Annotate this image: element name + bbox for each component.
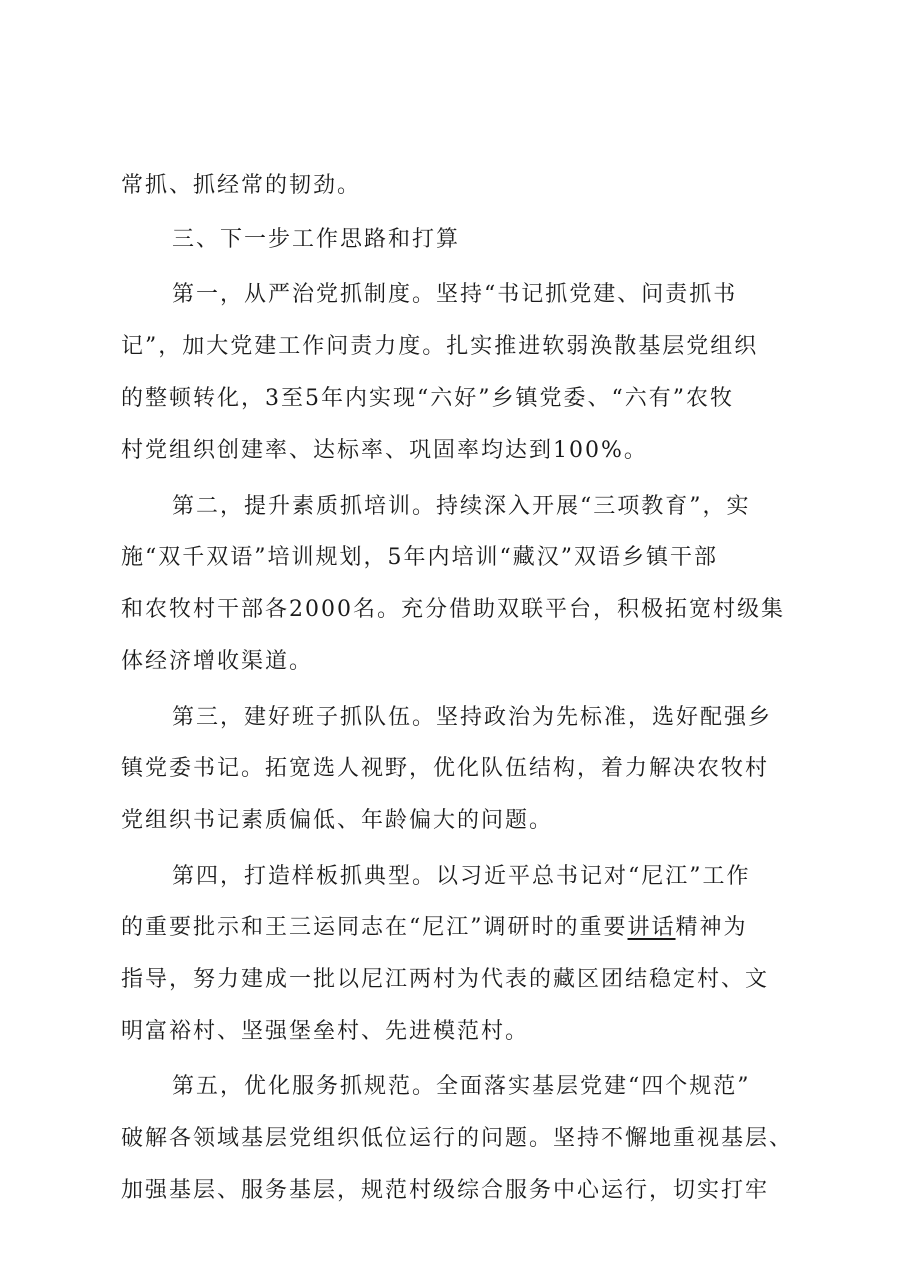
paragraph-line: 加强基层、服务基层，规范村级综合服务中心运行，切实打牢 [121,1178,770,1203]
paragraph-line: 记”，加大党建工作问责力度。扎实推进软弱涣散基层党组织 [121,334,759,359]
paragraph-line: 指导，努力建成一批以尼江两村为代表的藏区团结稳定村、文 [121,967,770,992]
paragraph-line: 第五，优化服务抓规范。全面落实基层党建“四个规范” [172,1074,751,1099]
paragraph-line: 村党组织创建率、达标率、巩固率均达到100%。 [121,438,648,463]
paragraph-line: 和农牧村干部各2000名。充分借助双联平台，积极拓宽村级集 [121,597,785,622]
paragraph-line-with-link [121,907,748,949]
paragraph-line: 破解各领域基层党组织低位运行的问题。坚持不懈地重视基层、 [121,1126,794,1151]
paragraph-line: 党组织书记素质偏低、年龄偏大的问题。 [121,808,554,833]
paragraph-line: 第三，建好班子抓队伍。坚持政治为先标准，选好配强乡 [172,705,773,730]
paragraph-line: 第一，从严治党抓制度。坚持“书记抓党建、问责抓书 [172,282,738,307]
paragraph-line: 常抓、抓经常的韧劲。 [121,173,362,198]
paragraph-line: 的整顿转化，3至5年内实现“六好”乡镇党委、“六有”农牧 [121,386,734,411]
section-heading: 三、下一步工作思路和打算 [172,227,461,252]
underlined-word: 讲话 [627,915,676,940]
paragraph-text: 的重要批示和王三运同志在“尼江”调研时的重要 [121,915,628,940]
paragraph-text: 精神为 [675,915,748,940]
paragraph-line: 第二，提升素质抓培训。持续深入开展“三项教育”，实 [172,494,751,519]
paragraph-line: 镇党委书记。拓宽选人视野，优化队伍结构，着力解决农牧村 [121,756,770,781]
paragraph-line: 第四，打造样板抓典型。以习近平总书记对“尼江”工作 [172,864,751,889]
paragraph-line: 施“双千双语”培训规划，5年内培训“藏汉”双语乡镇干部 [121,545,718,570]
paragraph-line: 明富裕村、坚强堡垒村、先进模范村。 [121,1019,530,1044]
paragraph-line: 体经济增收渠道。 [121,649,314,674]
